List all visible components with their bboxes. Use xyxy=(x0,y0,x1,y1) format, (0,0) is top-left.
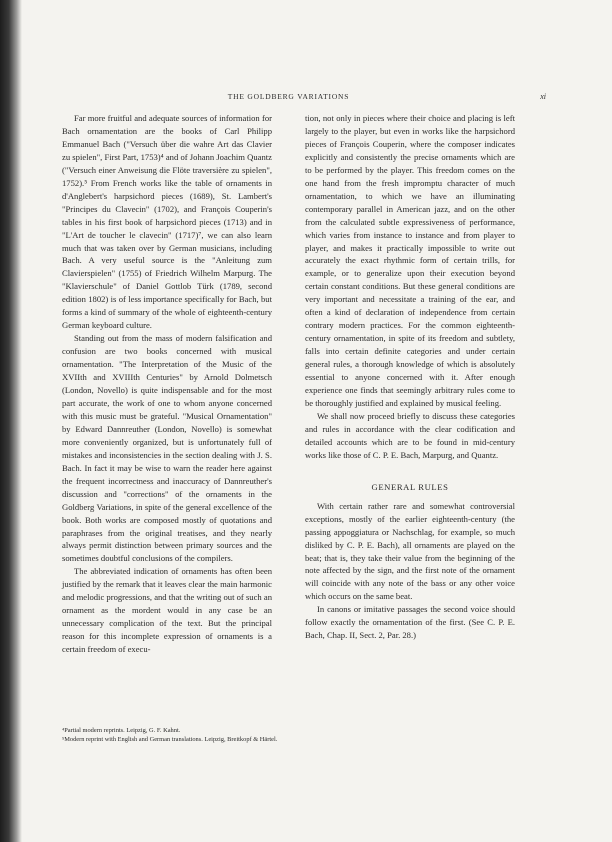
paragraph: The abbreviated indication of ornaments has often been justified by the remark that it leaves clear the main harmonic and melodic progressions, and that the writing out of such an ornament as the mordent would in any case be an unnecessary complication of the text. But the principal reason for this incomplete expression of ornaments is a certain freedom of execu- xyxy=(62,566,272,655)
page-number: xi xyxy=(540,92,546,101)
right-column xyxy=(305,112,515,642)
section-heading: GENERAL RULES xyxy=(371,481,449,492)
paragraph: We shall now proceed briefly to discuss these categories and rules in accordance with the clear codification and detailed accounts which are to be found in mid-century works like those of C. P. E. Bach, Marpurg, and Quantz. xyxy=(305,410,515,460)
footnote: ⁴Partial modern reprints. Leipzig, G. F. Kahnt. xyxy=(62,727,181,734)
paragraph: In canons or imitative passages the second voice should follow exactly the ornamentation of the first. (See C. P. E. Bach, Chap. II, Sect. 2, Par. 28.) xyxy=(305,604,515,641)
footnote: ⁵Modern reprint with English and German translations. Leipzig, Breitkopf & Härtel. xyxy=(62,736,278,743)
paragraph: Far more fruitful and adequate sources of information for Bach ornamentation are the books of Carl Philipp Emmanuel Bach ("Versuch über die wahre Art das Clavier zu spielen", First Part, 1753)⁴ and of Johann Joachim Quantz ("Versuch einer Anweisung die Flöte traversière zu spielen", 1752).⁵ From French works like the table of ornaments in d'Anglebert's harpsichord pieces (1689), St. Lambert's "Principes du Clavecin" (1702), and François Couperin's tables in his first book of harpsichord pieces (1713) and in "L'Art de toucher le clavecin" (1717)⁷, we can also learn much that was taken over by German musicians, including Bach. A very useful source is the "Anleitung zum Clavierspielen" (1755) of Friedrich Wilhelm Marpurg. The "Klavierschule" of Daniel Gottlob Türk (1789, second edition 1802) is of less importance specifically for Bach, but forms a kind of summary of the whole of eighteenth-century German keyboard culture. xyxy=(62,113,272,331)
footnotes xyxy=(62,726,522,744)
paragraph: Standing out from the mass of modern falsification and confusion are two books concerned with musical ornamentation. "The Interpretation of the Music of the XVIIth and XVIIIth Centuries" by Arnold Dolmetsch (London, Novello) is quite indispensable and for the most part accurate, the work of one to whom anyone concerned with this music must be grateful. "Musical Ornamentation" by Edward Dannreuther (London, Novello) is somewhat more conveniently organized, but is unfortunately full of mistakes and inconsistencies in the section dealing with J. S. Bach. In fact it may be wise to warn the reader here against the frequent incorrectness and inaccuracy of Dannreuther's discussion and "corrections" of the ornaments in the Goldberg Variations, in spite of the general excellence of the book. Both works are composed mostly of quotations and paraphrases from the original treatises, and they nearly always permit distinction between primary sources and the sometimes doubtful conclusions of the compilers. xyxy=(62,333,272,564)
running-title: THE GOLDBERG VARIATIONS xyxy=(227,92,350,101)
paragraph: tion, not only in pieces where their choice and placing is left largely to the player, but even in works like the harpsichord pieces of François Couperin, where the composer indicates explicitly and consistently the precise ornaments which are to be performed by the player. This freedom comes on the one hand from the fresh impromptu character of much ornamentation, to which we have an illuminating contemporary parallel in American jazz, and on the other from the calculated subtle expressiveness of performance, which varies from instance to instance and from player to player, and makes it practically impossible to write out accurately the exact rhythmic form of certain trills, for example, or to generalize upon their execution beyond certain constant conditions. But these general conditions are very important and necessitate a training of the ear, and often a kind of declaration of independence from certain contrary modern practices. For the common eighteenth-century ornamentation, in spite of its freedom and subtlety, falls into certain definite categories and under certain general rules, a thorough knowledge of which is absolutely essential to anyone concerned with it. After enough experience one finds that seemingly arbitrary rules come to be thoroughly justified and explained by musical feeling. xyxy=(305,113,515,408)
paragraph: With certain rather rare and somewhat controversial exceptions, mostly of the earlier eighteenth-century (the passing appoggiatura or Nachschlag, for example, so much disliked by C. P. E. Bach), all ornaments are played on the beat; that is, they take their value from the beginning of the note affected by the sign, and the first note of the ornament will coincide with any note of the bass or any other voice which occurs on the same beat. xyxy=(305,500,515,602)
book-binding-shadow xyxy=(0,0,22,842)
left-column xyxy=(62,112,272,656)
